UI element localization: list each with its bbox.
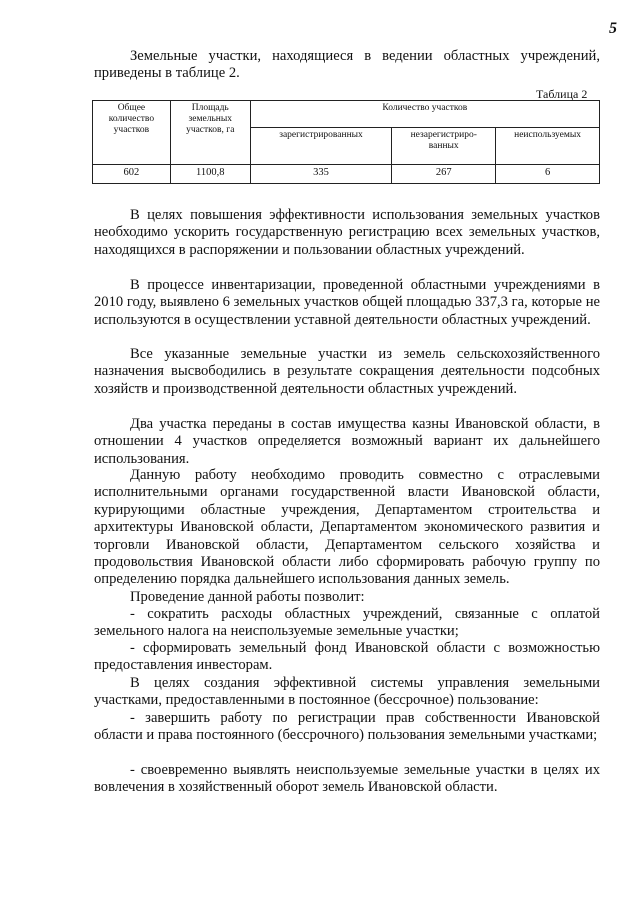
list-item: - завершить работу по регистрации прав собственности Ивановской области и права постоянного (бессрочного) пользования земельными участками; <box>94 710 600 744</box>
body-paragraph: Данную работу необходимо проводить совместно с отраслевыми исполнительными органами государственной власти Ивановской области, курирующими областные учреждения, Департаментом строительства и архитектуры Ивановской области, Департаментом экономического развития и торговли Ивановской области, Департаментом сельского хозяйства и продовольствия Ивановской области либо сформировать рабочую группу по определению порядка дальнейшего использования данных земель. <box>94 467 600 588</box>
cell-registered: 335 <box>250 165 392 184</box>
body-paragraph: В целях создания эффективной системы управления земельными участками, предоставленными в постоянное (бессрочное) пользование: <box>94 675 600 709</box>
table-row <box>93 165 600 184</box>
body-paragraph: Проведение данной работы позволит: <box>130 589 365 605</box>
header-unregistered: незарегистриро- ванных <box>392 128 496 165</box>
cell-total: 602 <box>93 165 171 184</box>
header-area: Площадь земельных участков, га <box>170 101 250 165</box>
body-paragraph: Все указанные земельные участки из земель сельскохозяйственного назначения высвободились в результате сокращения деятельности подсобных хозяйств и производственной деятельности областных учреждений. <box>94 346 600 397</box>
land-plots-table <box>92 100 600 184</box>
cell-unregistered: 267 <box>392 165 496 184</box>
list-item: - сократить расходы областных учреждений, связанные с оплатой земельного налога на неиспользуемые земельные участки; <box>94 606 600 640</box>
body-paragraph: Два участка переданы в состав имущества казны Ивановской области, в отношении 4 участков определяется возможный вариант их дальнейшего использования. <box>94 416 600 467</box>
cell-area: 1100,8 <box>170 165 250 184</box>
list-item: - сформировать земельный фонд Ивановской области с возможностью предоставления инвесторам. <box>94 640 600 674</box>
cell-unused: 6 <box>496 165 600 184</box>
body-paragraph: В процессе инвентаризации, проведенной областными учреждениями в 2010 году, выявлено 6 земельных участков общей площадью 337,3 га, которые не используются в осуществлении уставной деятельности областных учреждений. <box>94 277 600 328</box>
table-header-row <box>93 101 600 128</box>
body-paragraph: В целях повышения эффективности использования земельных участков необходимо ускорить государственную регистрацию всех земельных участков, находящихся в распоряжении и пользовании областных учреждений. <box>94 207 600 258</box>
header-count-group: Количество участков <box>250 101 599 128</box>
table-caption: Таблица 2 <box>536 87 588 101</box>
header-total: Общее количество участков <box>93 101 171 165</box>
list-item: - своевременно выявлять неиспользуемые земельные участки в целях их вовлечения в хозяйственный оборот земель Ивановской области. <box>94 762 600 796</box>
intro-paragraph: Земельные участки, находящиеся в ведении областных учреждений, приведены в таблице 2. <box>94 48 600 82</box>
page-number: 5 <box>609 20 617 37</box>
header-unused: неиспользуемых <box>496 128 600 165</box>
header-registered: зарегистрированных <box>250 128 392 165</box>
